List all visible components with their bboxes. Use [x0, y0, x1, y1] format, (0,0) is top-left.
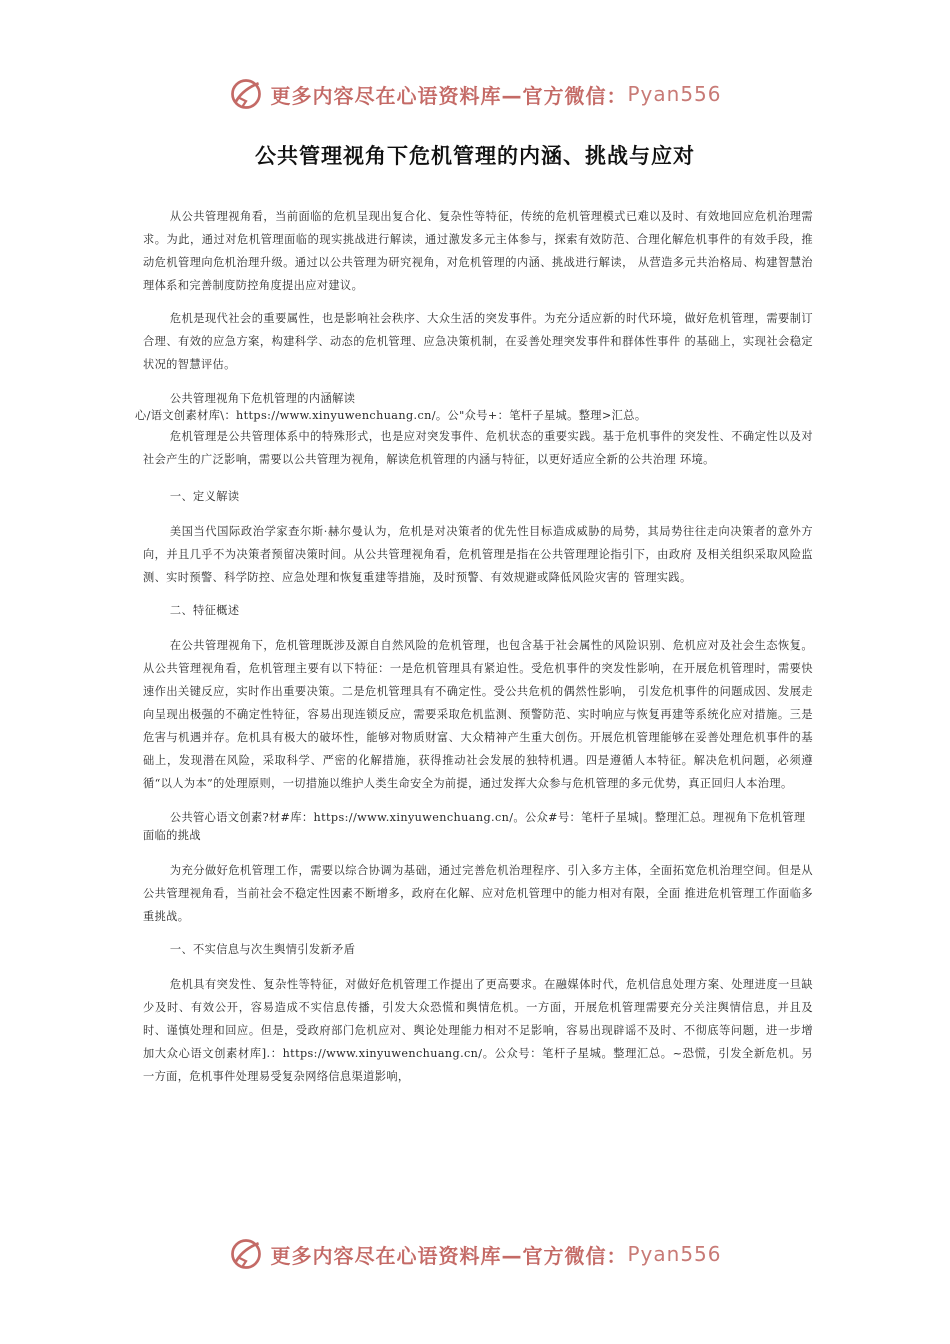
paragraph-2: 危机是现代社会的重要属性，也是影响社会秩序、大众生活的突发事件。为充分适应新的时代环境，做好危机管理，需要制订合理、有效的应急方案，构建科学、动态的危机管理、应急决策机制，在妥善处理突发事件和群体性事件 的基础上，实现社会稳定状况的智慧评估。	[143, 312, 813, 371]
top-banner	[0, 72, 950, 116]
subheading-features: 二、特征概述	[169, 604, 240, 617]
paragraph-6: 为充分做好危机管理工作，需要以综合协调为基础，通过完善危机治理程序、引入多方主体，全面拓宽危机治理空间。但是从公共管理视角看，当前社会不稳定性因素不断增多，政府在化解、应对危机管理中的能力相对有限，全面 推进危机管理工作面临多重挑战。	[143, 864, 813, 923]
banner-text: 更多内容尽在心语资料库—官方微信：	[270, 1243, 628, 1268]
watermark-section-2: 公共管心语文创素?材#库：https://www.xinyuwenchuang.cn/。公众#号：笔杆子星城|。整理汇总。理视角下危机管理面临的挑战	[143, 811, 806, 842]
watermark-line-1: 心/语文创素材库\：https://www.xinyuwenchuang.cn/。公"众号+：笔杆子星城。整理>汇总。	[135, 409, 647, 422]
paragraph-7: 危机具有突发性、复杂性等特征，对做好危机管理工作提出了更高要求。在融媒体时代，危机信息处理方案、处理进度一旦缺少及时、有效公开，容易造成不实信息传播，引发大众恐慌和舆情危机。一方面，开展危机管理需要充分关注舆情信息，并且及时、谨慎处理和回应。但是，受政府部门危机应对、舆论处理能力相对不足影响，容易出现辟谣不及时、不彻底等问题，进一步增加大众心语文创素材库].：https://www.xinyuwenchuang.cn/。公众号：笔杆子星城。整理汇总。~恐慌，引发全新危机。另一方面，危机事件处理易受复杂网络信息渠道影响，	[143, 978, 813, 1083]
subheading-misinformation: 一、不实信息与次生舆情引发新矛盾	[169, 943, 356, 956]
brand-logo-icon	[228, 76, 264, 112]
paragraph-3: 危机管理是公共管理体系中的特殊形式，也是应对突发事件、危机状态的重要实践。基于危机事件的突发性、不确定性以及对社会产生的广泛影响，需要以公共管理为视角，解读危机管理的内涵与特征，以更好适应全新的公共治理 环境。	[143, 430, 813, 466]
page-title: 公共管理视角下危机管理的内涵、挑战与应对	[255, 144, 695, 168]
paragraph-4: 美国当代国际政治学家查尔斯·赫尔曼认为，危机是对决策者的优先性目标造成威胁的局势，其局势往往走向决策者的意外方向，并且几乎不为决策者预留决策时间。从公共管理视角看，危机管理是指在公共管理理论指引下，由政府 及相关组织采取风险监测、实时预警、科学防控、应急处理和恢复重建等措施，及时预警、有效规避或降低风险灾害的 管理实践。	[143, 525, 813, 584]
banner-wechat-id: Pyan556	[627, 82, 722, 106]
brand-logo-icon	[228, 1236, 264, 1272]
article-body	[135, 205, 813, 1098]
section-heading-1: 公共管理视角下危机管理的内涵解读	[169, 392, 356, 405]
subheading-definition: 一、定义解读	[169, 490, 240, 503]
banner-wechat-id: Pyan556	[627, 1242, 722, 1266]
paragraph-5: 在公共管理视角下，危机管理既涉及源自自然风险的危机管理，也包含基于社会属性的风险识别、危机应对及社会生态恢复。从公共管理视角看，危机管理主要有以下特征：一是危机管理具有紧迫性。受危机事件的突发性影响，在开展危机管理时，需要快速作出关键反应，实时作出重要决策。二是危机管理具有不确定性。受公共危机的偶然性影响， 引发危机事件的问题成因、发展走向呈现出极强的不确定性特征，容易出现连锁反应，需要采取危机监测、预警防范、实时响应与恢复再建等系统化应对措施。三是危害与机遇并存。危机具有极大的破坏性，能够对物质财富、大众精神产生重大创伤。开展危机管理能够在妥善处理危机事件的基础上，发现潜在风险，采取科学、严密的化解措施，获得推动社会发展的独特机遇。四是遵循人本特征。解决危机问题，必须遵循“以人为本”的处理原则，一切措施以维护人类生命安全为前提，通过发挥大众参与危机管理的多元优势，真正回归人本治理。	[143, 639, 813, 790]
banner-text: 更多内容尽在心语资料库—官方微信：	[270, 83, 628, 108]
paragraph-intro: 从公共管理视角看，当前面临的危机呈现出复合化、复杂性等特征，传统的危机管理模式已难以及时、有效地回应危机治理需求。为此，通过对危机管理面临的现实挑战进行解读，通过激发多元主体参与，探索有效防范、合理化解危机事件的有效手段，推动危机管理向危机治理升级。通过以公共管理为研究视角，对危机管理的内涵、挑战进行解读， 从营造多元共治格局、构建智慧治理体系和完善制度防控角度提出应对建议。	[143, 210, 813, 292]
bottom-banner	[0, 1232, 950, 1276]
